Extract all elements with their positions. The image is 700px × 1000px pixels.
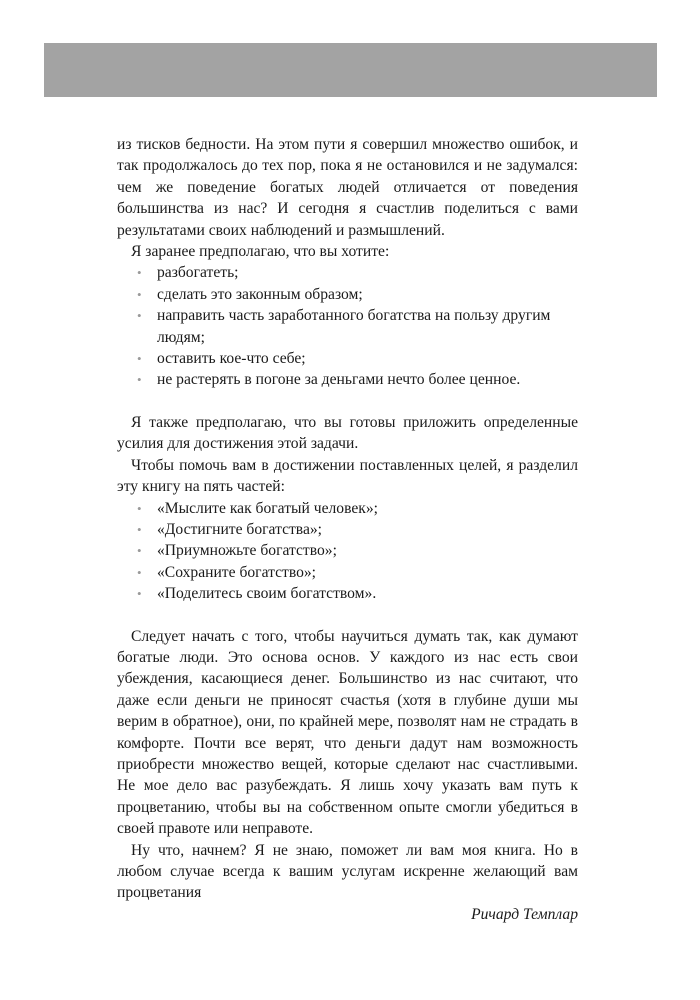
list-item: • разбогатеть;	[157, 262, 578, 283]
list-item: • оставить кое-что себе;	[157, 348, 578, 369]
author-signature: Ричард Темплар	[471, 905, 578, 923]
wishes-list	[117, 262, 578, 390]
spacer	[117, 605, 578, 626]
bullet-icon: •	[137, 286, 142, 302]
bullet-icon: •	[137, 351, 142, 367]
list-item: • «Достигните богатства»;	[157, 519, 578, 540]
paragraph-wishes-lead: Я заранее предполагаю, что вы хотите:	[131, 243, 390, 261]
bullet-icon: •	[137, 543, 142, 559]
list-item: • «Поделитесь своим богатством».	[157, 583, 578, 604]
bullet-icon: •	[137, 308, 142, 324]
paragraph-mindset: Следует начать с того, чтобы научиться думать так, как думают богатые люди. Это основа основ. У каждого из нас есть свои убеждения, касающиеся денег. Большинство из нас считают, что даже если деньги не приносят счастья (хотя в глубине души мы верим в обратное), они, по крайней мере, позволят нам не страдать в комфорте. Почти все верят, что деньги дадут нам возможность приобрести множество вещей, которые сделают нас счастливыми. Не мое дело вас разубеждать. Я лишь хочу указать вам путь к процветанию, чтобы вы на собственном опыте смогли убедиться в своей правоте или неправоте.	[117, 627, 578, 838]
bullet-icon: •	[137, 500, 142, 516]
list-item: • сделать это законным образом;	[157, 284, 578, 305]
bullet-icon: •	[137, 586, 142, 602]
paragraph-intro: из тисков бедности. На этом пути я совершил множество ошибок, и так продолжалось до тех пор, пока я не остановился и не задумался: чем же поведение богатых людей отличается от поведения большинства из нас? И сегодня я счастлив поделиться с вами результатами своих наблюдений и размышлений.	[117, 136, 578, 239]
paragraph-parts-lead: Чтобы помочь вам в достижении поставленных целей, я разделил эту книгу на пять частей:	[117, 456, 578, 496]
bullet-icon: •	[137, 372, 142, 388]
list-item: • «Мыслите как богатый человек»;	[157, 498, 578, 519]
paragraph-closing: Ну что, начнем? Я не знаю, поможет ли вам моя книга. Но в любом случае всегда к вашим услугам искренне желающий вам процветания	[117, 841, 578, 902]
paragraph-effort: Я также предполагаю, что вы готовы приложить определенные усилия для достижения этой задачи.	[117, 413, 578, 453]
spacer	[117, 391, 578, 412]
list-item: • не растерять в погоне за деньгами нечто более ценное.	[157, 369, 578, 390]
list-item: • направить часть заработанного богатства на пользу другим людям;	[137, 307, 551, 346]
list-item: • «Сохраните богатство»;	[157, 562, 578, 583]
page-text	[117, 134, 578, 925]
bullet-icon: •	[137, 564, 142, 580]
bullet-icon: •	[137, 265, 142, 281]
page-header-bar	[44, 43, 657, 97]
parts-list	[117, 498, 578, 605]
bullet-icon: •	[137, 521, 142, 537]
list-item: • «Приумножьте богатство»;	[157, 540, 578, 561]
